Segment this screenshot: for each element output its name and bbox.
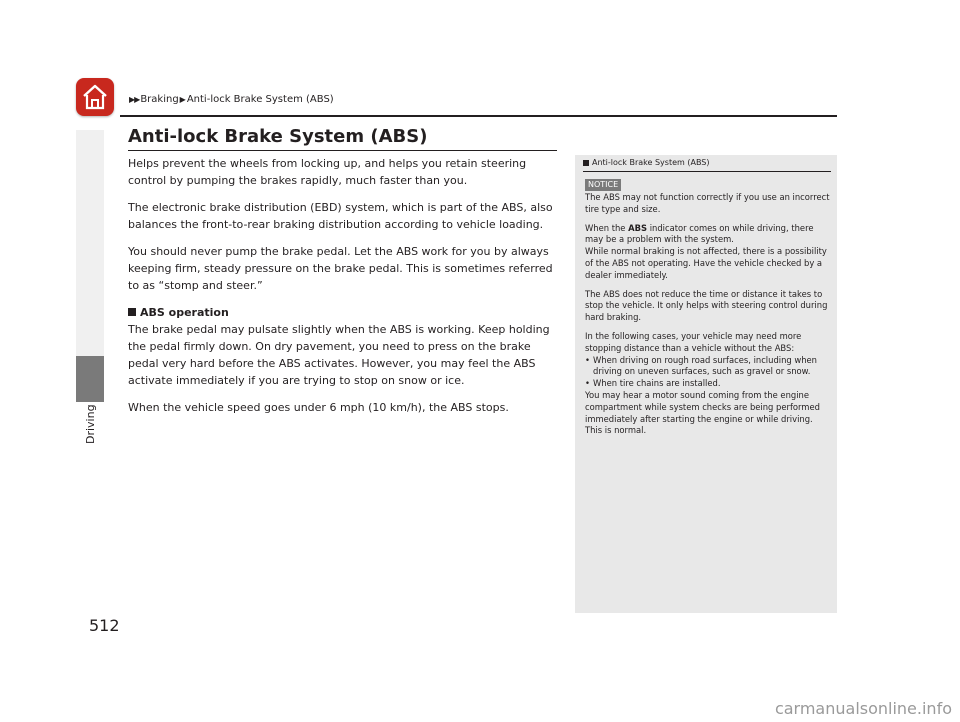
watermark: carmanualsonline.info xyxy=(774,699,952,718)
bullet-icon: • xyxy=(585,354,590,365)
note-sidebar xyxy=(575,155,837,613)
page-number: 512 xyxy=(89,616,120,635)
paragraph-speed: When the vehicle speed goes under 6 mph (10 km/h), the ABS stops. xyxy=(128,401,509,414)
breadcrumb xyxy=(129,94,334,105)
paragraph-operation: The brake pedal may pulsate slightly when the ABS is working. Keep holding the pedal firmly down. On dry pavement, you need to press on the brake pedal very hard before the ABS activates. However, you may feel the ABS activate immediately if you are trying to stop on snow or ice. xyxy=(128,323,550,387)
note-body xyxy=(585,192,831,444)
paragraph-ebd: The electronic brake distribution (EBD) system, which is part of the ABS, also balances the front-to-rear braking distribution according to vehicle loading. xyxy=(128,201,553,231)
paragraph-pedal: You should never pump the brake pedal. Let the ABS work for you by always keeping firm, steady pressure on the brake pedal. This is sometimes referred to as “stomp and steer.” xyxy=(128,245,553,292)
subheading-text: ABS operation xyxy=(140,306,229,319)
paragraph-overview: Helps prevent the wheels from locking up, and helps you retain steering control by pumping the brakes rapidly, much faster than you. xyxy=(128,157,527,187)
notice-badge: NOTICE xyxy=(585,179,621,191)
note-marker-icon xyxy=(583,160,589,166)
note-header xyxy=(583,158,710,167)
page-title: Anti-lock Brake System (ABS) xyxy=(128,126,428,147)
note-dealer: While normal braking is not affected, there is a possibility of the ABS not operating. Have the vehicle checked by a dealer immediately. xyxy=(585,246,827,280)
bullet-icon: • xyxy=(585,378,590,389)
note-indicator-pre: When the xyxy=(585,222,629,233)
note-tire: The ABS may not function correctly if you use an incorrect tire type and size. xyxy=(585,192,830,214)
section-label: Driving xyxy=(84,404,97,444)
breadcrumb-current[interactable]: Anti-lock Brake System (ABS) xyxy=(186,94,334,105)
note-cases: In the following cases, your vehicle may need more stopping distance than a vehicle without the ABS: xyxy=(585,330,802,353)
square-bullet-icon xyxy=(128,308,136,316)
list-item xyxy=(585,355,831,379)
note-motor-sound: You may hear a motor sound coming from the engine compartment while system checks are being performed immediately after starting the engine or while driving. This is normal. xyxy=(585,389,820,436)
list-item xyxy=(585,378,831,390)
abs-label: ABS xyxy=(628,222,648,233)
note-header-rule xyxy=(583,171,831,172)
bullet-text: When driving on rough road surfaces, including when driving on uneven surfaces, such as gravel or snow. xyxy=(593,354,817,377)
breadcrumb-braking[interactable]: Braking xyxy=(140,94,179,105)
home-icon xyxy=(81,82,109,112)
note-indicator xyxy=(585,223,831,247)
note-steering: The ABS does not reduce the time or distance it takes to stop the vehicle. It only helps with steering control during hard braking. xyxy=(585,288,828,323)
breadcrumb-arrow-icon: ▶ xyxy=(179,95,186,104)
home-button[interactable] xyxy=(76,78,114,116)
subheading-abs-operation xyxy=(128,304,560,321)
note-indicator-post: indicator comes on while driving, there may be a problem with the system. xyxy=(585,222,814,245)
title-rule xyxy=(128,150,557,151)
section-tab-background xyxy=(76,130,104,356)
header-rule xyxy=(120,115,837,117)
note-header-text: Anti-lock Brake System (ABS) xyxy=(592,158,710,167)
main-body xyxy=(128,155,560,426)
bullet-text: When tire chains are installed. xyxy=(593,378,721,389)
breadcrumb-arrow-icon: ▶▶ xyxy=(129,95,140,104)
section-tab-driving[interactable] xyxy=(76,356,104,402)
